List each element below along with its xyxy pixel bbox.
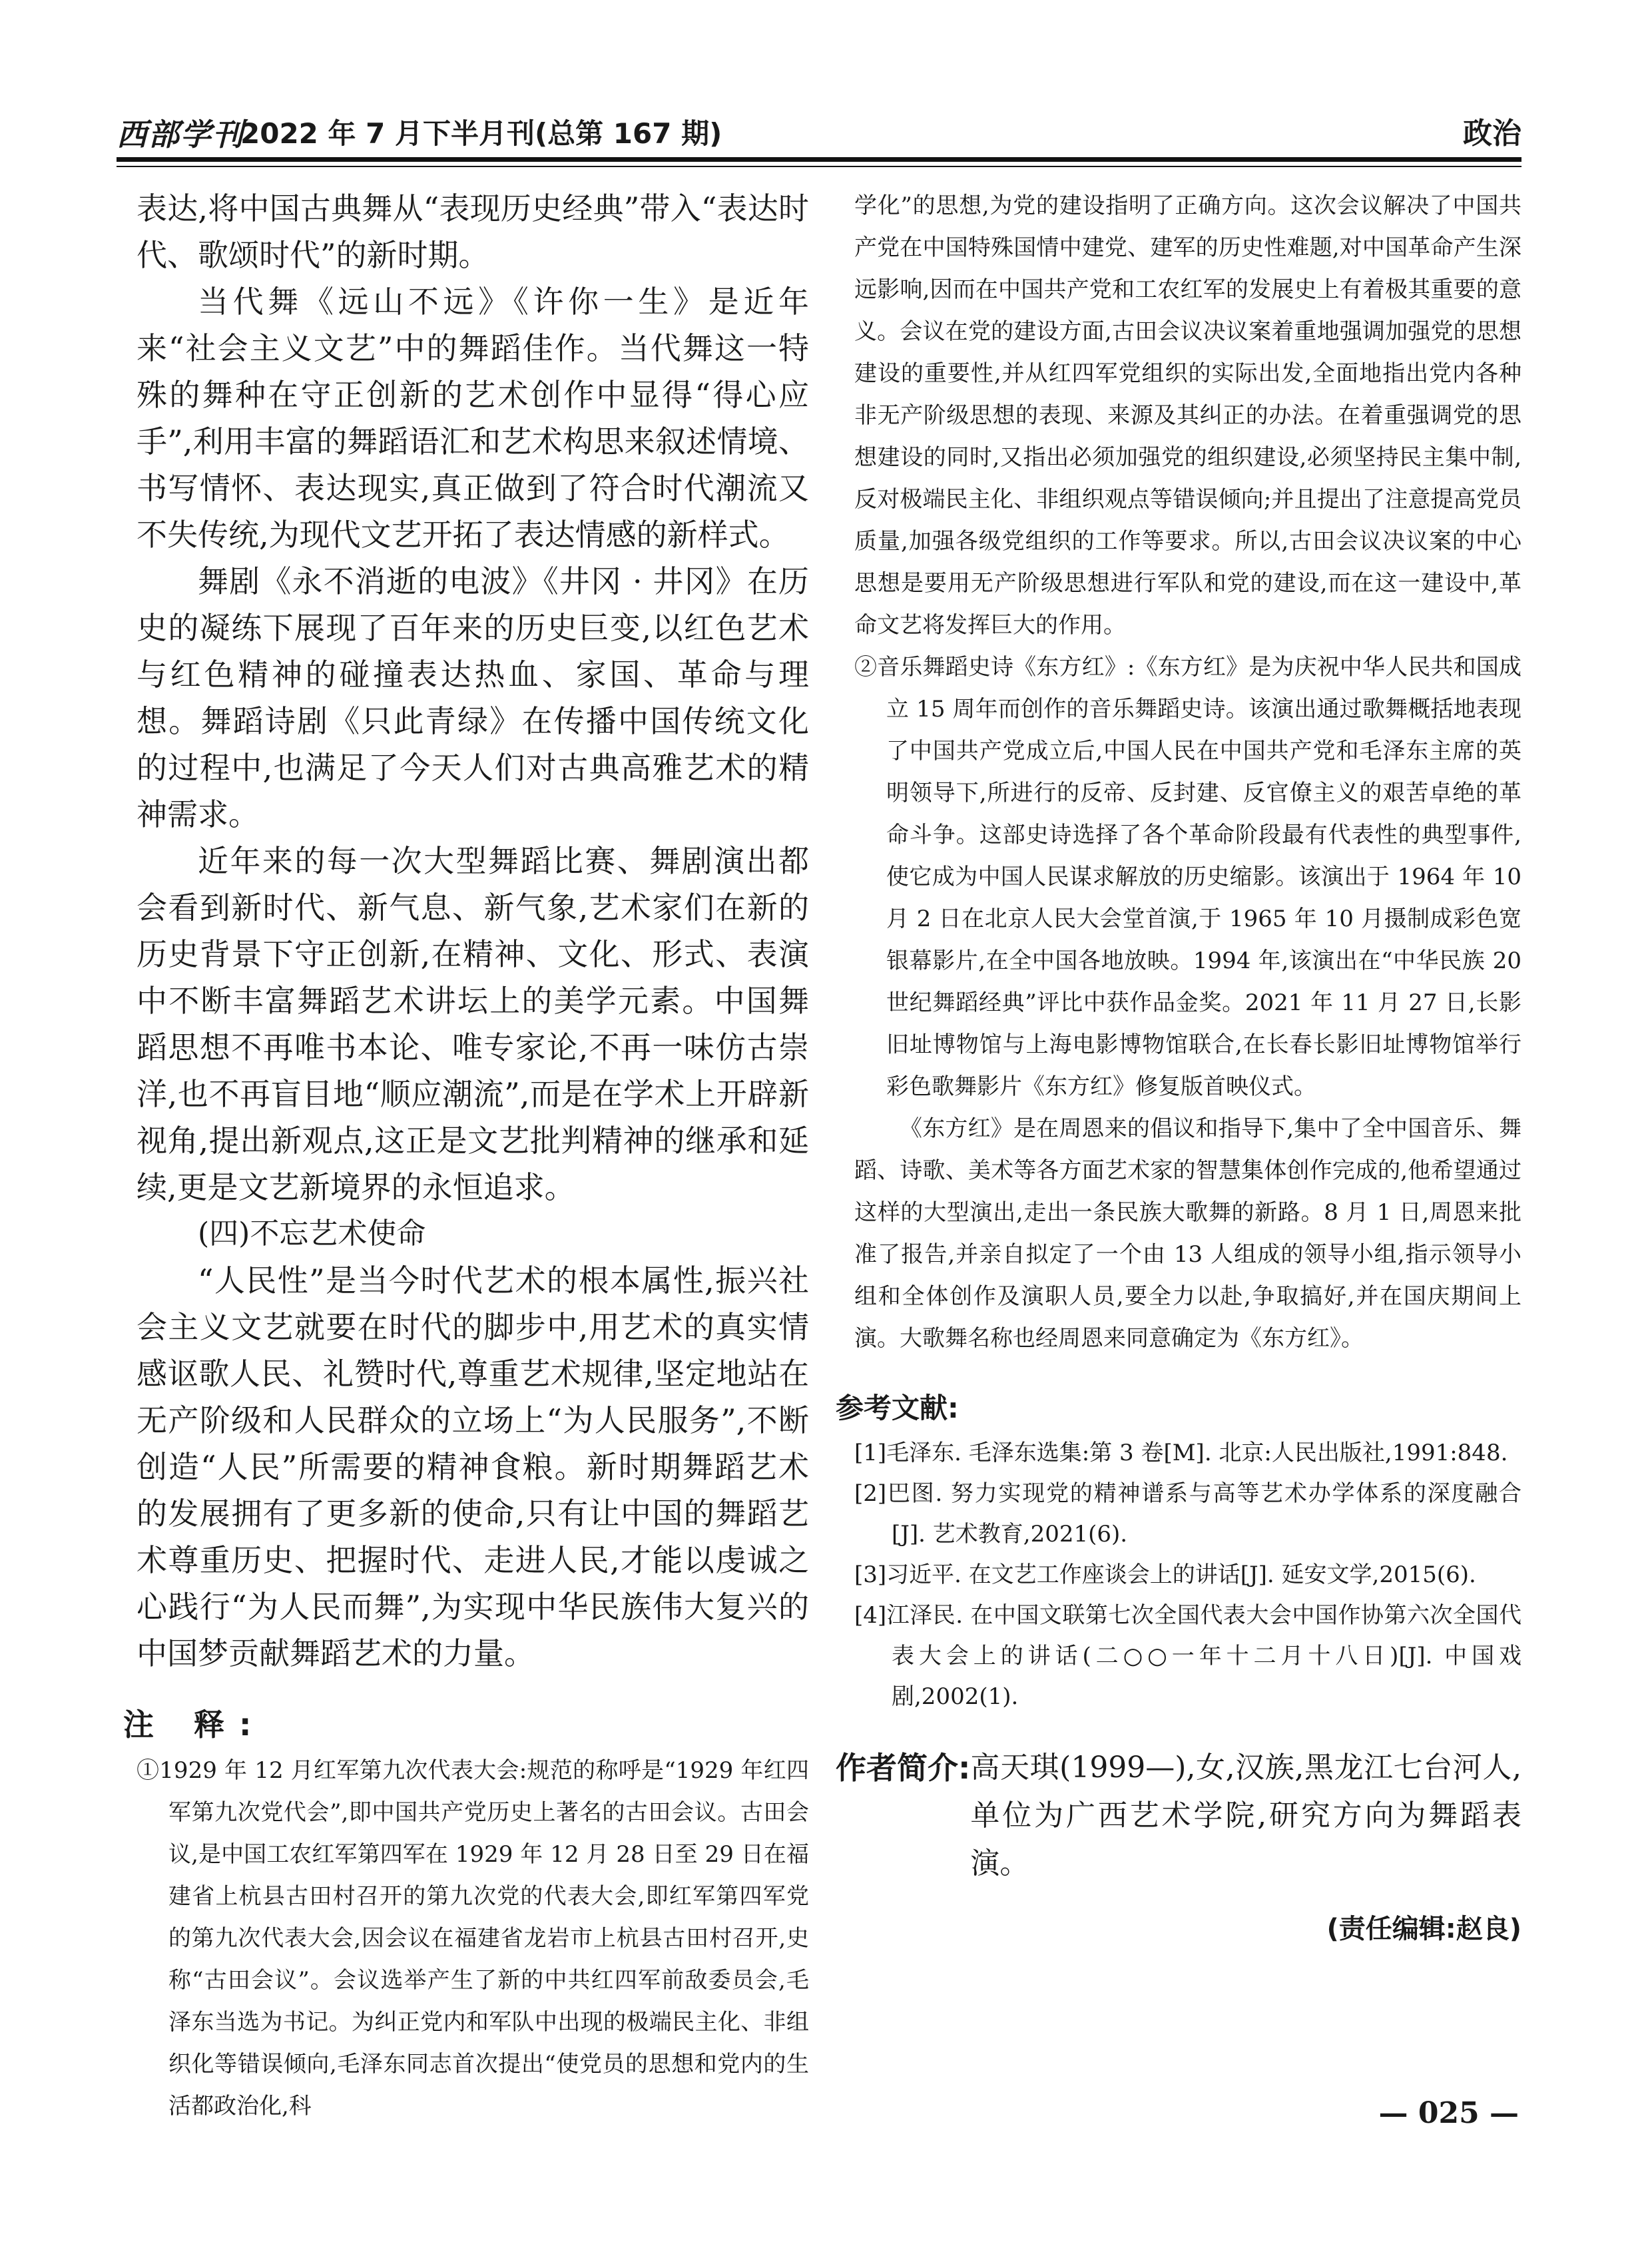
reference-item: [4]江泽民. 在中国文联第七次全国代表大会中国作协第六次全国代表大会上的讲话(二○○一年十二月十八日)[J]. 中国戏剧,2002(1). — [854, 1602, 1521, 1710]
responsible-editor: (责任编辑:赵良) — [1326, 1914, 1521, 1944]
body-paragraph: 表达,将中国古典舞从“表现历史经典”带入“表达时代、歌颂时代”的新时期。 — [137, 190, 810, 273]
page-number: — 025 — — [1378, 2096, 1519, 2130]
page-header — [117, 107, 1521, 152]
author-bio-label: 作者简介: — [836, 1750, 971, 1786]
author-bio — [836, 1744, 1521, 1888]
body-paragraph: “人民性”是当今时代艺术的根本属性,振兴社会主义文艺就要在时代的脚步中,用艺术的真实情感讴歌人民、礼赞时代,尊重艺术规律,坚定地站在无产阶级和人民群众的立场上“为人民服务”,不断创造“人民”所需要的精神食粮。新时期舞蹈艺术的发展拥有了更多新的使命,只有让中国的舞蹈艺术尊重历史、把握时代、走进人民,才能以虔诚之心践行“为人民而舞”,为实现中华民族伟大复兴的中国梦贡献舞蹈艺术的力量。 — [137, 1262, 809, 1671]
issue-info: 2022 年 7 月下半月刊(总第 167 期) — [240, 117, 722, 150]
footnote-1: ①1929 年 12 月红军第九次代表大会:规范的称呼是“1929 年红四军第九次党代会”,即中国共产党历史上著名的古田会议。古田会议,是中国工农红军第四军在 1929 年 12 月 28 日至 29 日在福建省上杭县古田村召开的第九次党的代表大会,即红军第四军党的第九次代表大会,因会议在福建省龙岩市上杭县古田村召开,史称“古田会议”。会议选举产生了新的中共红四军前敌委员会,毛泽东当选为书记。为纠正党内和军队中出现的极端民主化、非组织化等错误倾向,毛泽东同志首次提出“使党员的思想和党内的生活都政治化,科 — [137, 1757, 809, 2119]
header-rule-thick — [117, 157, 1521, 162]
section-subheading: (四)不忘艺术使命 — [198, 1217, 426, 1251]
body-paragraph: 舞剧《永不消逝的电波》《井冈 · 井冈》在历史的凝练下展现了百年来的历史巨变,以红色艺术与红色精神的碰撞表达热血、家国、革命与理想。舞蹈诗剧《只此青绿》在传播中国传统文化的过程中,也满足了今天人们对古典高雅艺术的精神需求。 — [137, 563, 809, 832]
section-label: 政治 — [1463, 117, 1521, 150]
reference-item: [2]巴图. 努力实现党的精神谱系与高等艺术办学体系的深度融合[J]. 艺术教育,2021(6). — [854, 1480, 1521, 1547]
journal-logo: 西部学刊 — [117, 117, 244, 152]
footnote-2-paragraph: 《东方红》是在周恩来的倡议和指导下,集中了全中国音乐、舞蹈、诗歌、美术等各方面艺术家的智慧集体创作完成的,他希望通过这样的大型演出,走出一条民族大歌舞的新路。8 月 1 日,周恩来批准了报告,并亲自拟定了一个由 13 人组成的领导小组,指示领导小组和全体创作及演职人员,要全力以赴,争取搞好,并在国庆期间上演。大歌舞名称也经周恩来同意确定为《东方红》。 — [854, 1115, 1521, 1352]
reference-item: [3]习近平. 在文艺工作座谈会上的讲话[J]. 延安文学,2015(6). — [854, 1561, 1476, 1588]
author-bio-text: 高天琪(1999—),女,汉族,黑龙江七台河人,单位为广西艺术学院,研究方向为舞蹈表演。 — [970, 1751, 1521, 1880]
footnote-1-continued: 学化”的思想,为党的建设指明了正确方向。这次会议解决了中国共产党在中国特殊国情中建党、建军的历史性难题,对中国革命产生深远影响,因而在中国共产党和工农红军的发展史上有着极其重要的意义。会议在党的建设方面,古田会议决议案着重地强调加强党的思想建设的重要性,并从红四军党组织的实际出发,全面地指出党内各种非无产阶级思想的表现、来源及其纠正的办法。在着重强调党的思想建设的同时,又指出必须加强党的组织建设,必须坚持民主集中制,反对极端民主化、非组织观点等错误倾向;并且提出了注意提高党员质量,加强各级党组织的工作等要求。所以,古田会议决议案的中心思想是要用无产阶级思想进行军队和党的建设,而在这一建设中,革命文艺将发挥巨大的作用。 — [854, 192, 1521, 639]
footnote-2: ②音乐舞蹈史诗《东方红》:《东方红》是为庆祝中华人民共和国成立 15 周年而创作的音乐舞蹈史诗。该演出通过歌舞概括地表现了中国共产党成立后,中国人民在中国共产党和毛泽东主席的英明领导下,所进行的反帝、反封建、反官僚主义的艰苦卓绝的革命斗争。这部史诗选择了各个革命阶段最有代表性的典型事件,使它成为中国人民谋求解放的历史缩影。该演出于 1964 年 10 月 2 日在北京人民大会堂首演,于 1965 年 10 月摄制成彩色宽银幕影片,在全中国各地放映。1994 年,该演出在“中华民族 20 世纪舞蹈经典”评比中获作品金奖。2021 年 11 月 27 日,长影旧址博物馆与上海电影博物馆联合,在长春长影旧址博物馆举行彩色歌舞影片《东方红》修复版首映仪式。 — [854, 654, 1521, 1100]
header-rule-thin — [117, 166, 1521, 167]
left-column — [123, 185, 810, 2127]
notes-heading: 注 释: — [123, 1707, 266, 1743]
body-paragraph: 近年来的每一次大型舞蹈比赛、舞剧演出都会看到新时代、新气息、新气象,艺术家们在新的历史背景下守正创新,在精神、文化、形式、表演中不断丰富舞蹈艺术讲坛上的美学元素。中国舞蹈思想不再唯书本论、唯专家论,不再一味仿古崇洋,也不再盲目地“顺应潮流”,而是在学术上开辟新视角,提出新观点,这正是文艺批判精神的继承和延续,更是文艺新境界的永恒追求。 — [137, 843, 809, 1205]
body-paragraph: 当代舞《远山不远》《许你一生》是近年来“社会主义文艺”中的舞蹈佳作。当代舞这一特殊的舞种在守正创新的艺术创作中显得“得心应手”,利用丰富的舞蹈语汇和艺术构思来叙述情境、书写情怀、表达现实,真正做到了符合时代潮流又不失传统,为现代文艺开拓了表达情感的新样式。 — [137, 284, 809, 553]
references-heading: 参考文献: — [836, 1392, 959, 1424]
right-column — [836, 185, 1521, 1946]
reference-item: [1]毛泽东. 毛泽东选集:第 3 卷[M]. 北京:人民出版社,1991:848. — [854, 1440, 1508, 1466]
